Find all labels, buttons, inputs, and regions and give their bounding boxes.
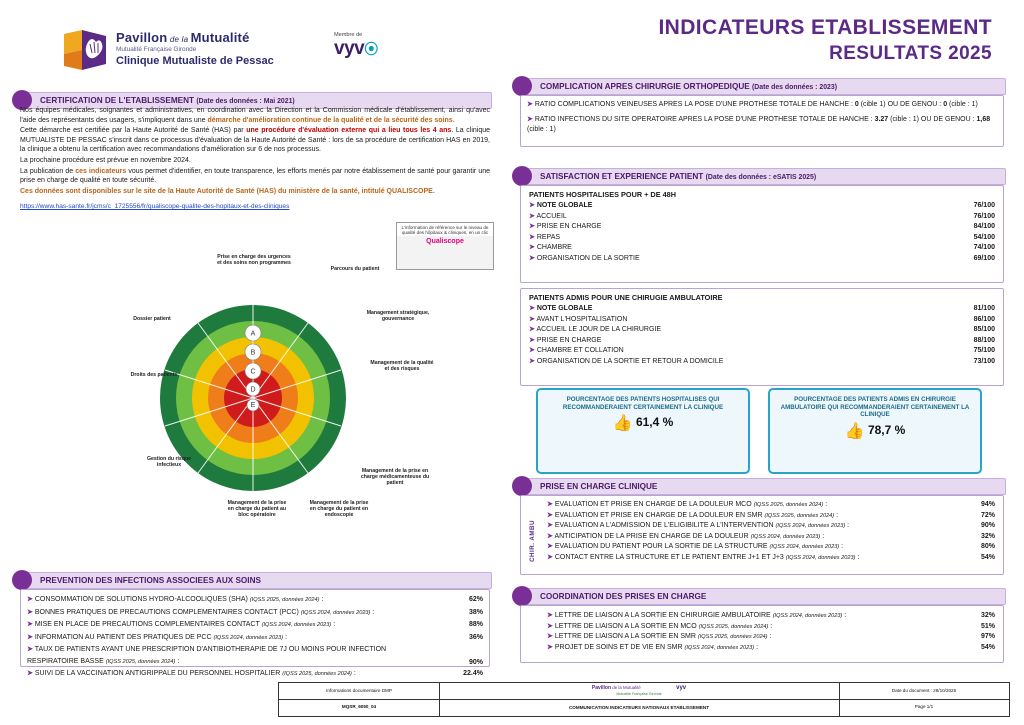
document-footer <box>278 682 1010 717</box>
brand-text <box>116 30 274 67</box>
wheel-label-6: Management de la prise en charge médicamenteuse du patient <box>360 468 430 487</box>
recommendation-value-ambulatoire: 👍 78,7 % <box>844 422 906 440</box>
recommendation-box-hospitalises <box>536 388 750 474</box>
list-item: ➤ ACCUEIL 76/100 <box>529 212 995 220</box>
list-item: ➤ ACCUEIL LE JOUR DE LA CHIRURGIE 85/100 <box>529 326 995 333</box>
svg-text:A: A <box>250 330 256 338</box>
list-item: ➤ MISE EN PLACE DE PRECAUTIONS COMPLEMENTAIRES CONTACT (IQSS 2024, données 2023) : 88% <box>27 621 483 628</box>
brand-title: Pavillon de la Mutualité <box>116 30 250 45</box>
section-title-certification: CERTIFICATION DE L'ETABLISSEMENT (Date des données : Mai 2021) <box>40 95 295 105</box>
list-item: ➤ CONSOMMATION DE SOLUTIONS HYDRO-ALCOOLIQUES (SHA) (IQSS 2025, données 2024) : 62% <box>27 596 483 603</box>
list-item: ➤ RATIO INFECTIONS DU SITE OPERATOIRE APRES LA POSE D'UNE PROTHESE TOTALE DE HANCHE : 3.27 (cible : 1) OU DE GENOU : 1,68 (cible : 1) <box>527 115 991 133</box>
list-item: ➤ PRISE EN CHARGE 84/100 <box>529 223 995 230</box>
wheel-label-7: Gestion du risque infectieux <box>146 456 192 469</box>
brand-logo <box>62 28 378 74</box>
list-item: ➤ ORGANISATION DE LA SORTIE 69/100 <box>529 254 995 262</box>
list-item: ➤ SUIVI DE LA VACCINATION ANTIGRIPPALE DU PERSONNEL HOSPITALIER (IQSS 2025, données 2024) : 22.4% <box>27 670 483 677</box>
list-item: ➤ CONTACT ENTRE LA STRUCTURE ET LE PATIENT ENTRE J+1 ET J+3 (IQSS 2024, données 2023) : 54% <box>547 553 995 561</box>
bullet-icon <box>512 166 532 186</box>
list-item: ➤ LETTRE DE LIAISON A LA SORTIE EN SMR (IQSS 2025, données 2024) : 97% <box>547 633 995 640</box>
list-item: ➤ ANTICIPATION DE LA PRISE EN CHARGE DE LA DOULEUR (IQSS 2024, données 2023) : 32% <box>547 532 995 540</box>
section-header-prise-en-charge <box>520 478 1006 495</box>
certification-wheel-diagram <box>20 250 490 560</box>
qualiscope-badge-text: L'information de référence sur le niveau de qualité des hôpitaux & cliniques, en un clic <box>397 223 493 236</box>
satisfaction-hospitalises-panel <box>520 185 1004 283</box>
qualiscope-link[interactable]: https://www.has-sante.fr/jcms/c_1725556/fr/qualiscope-qualite-des-hopitaux-et-des-cliniques <box>20 203 290 211</box>
wheel-label-8: Management de la prise en charge du patient en endoscopie <box>309 500 369 519</box>
recommendation-box-ambulatoire <box>768 388 982 474</box>
list-item: ➤ EVALUATION A L'ADMISSION DE L'ELIGIBILITE A L'INTERVENTION (IQSS 2024, données 2023) : 90% <box>547 522 995 529</box>
page-title-line2: RESULTATS 2025 <box>829 43 992 64</box>
list-item: ➤ PRISE EN CHARGE 88/100 <box>529 336 995 344</box>
list-item: ➤ EVALUATION DU PATIENT POUR LA SORTIE DE LA STRUCTURE (IQSS 2024, données 2023) : 80% <box>547 543 995 550</box>
wheel-label-3: Management stratégique, gouvernance <box>366 310 430 323</box>
list-item: ➤ NOTE GLOBALE 81/100 <box>529 305 995 312</box>
list-item: ➤ ORGANISATION DE LA SORTIE ET RETOUR A DOMICILE 73/100 <box>529 357 995 365</box>
section-title-coordination: COORDINATION DES PRISES EN CHARGE <box>540 591 707 601</box>
section-title-satisfaction: SATISFACTION ET EXPERIENCE PATIENT (Date des données : eSATIS 2025) <box>540 171 817 181</box>
vyv-logo: vyv⦿ <box>334 38 378 59</box>
wheel-label-2: Dossier patient <box>133 316 171 322</box>
complication-panel <box>520 95 1004 147</box>
page-title <box>658 16 992 65</box>
thumbs-up-icon: 👍 <box>612 415 633 433</box>
wheel-label-9: Management de la prise en charge du patient au bloc opératoire <box>227 500 287 519</box>
footer-doc-code: MQSR_6050_04 <box>341 704 377 709</box>
coordination-panel <box>520 605 1004 663</box>
list-item: ➤ TAUX DE PATIENTS AYANT UNE PRESCRIPTION D'ANTIBIOTHERAPIE DE 7J OU MOINS POUR INFECTION RESPIRATOIRE BASSE (IQSS 2025, données 2024) : 90% <box>27 646 483 666</box>
wheel-label-0: Prise en charge des urgences et des soins non programmes <box>217 254 291 267</box>
brand-subtitle: Mutualité Française Gironde <box>116 46 197 53</box>
cert-paragraph-4: La publication de ces indicateurs vous permet d'identifier, en toute transparence, les efforts menés par notre établissement de santé pour garantir une prise en charge de qualité en toute sécurité. <box>20 167 490 185</box>
list-item: ➤ LETTRE DE LIAISON A LA SORTIE EN MCO (IQSS 2025, données 2024) : 51% <box>547 622 995 630</box>
cert-paragraph-3: La prochaine procédure est prévue en novembre 2024. <box>20 156 191 164</box>
footer-doc-title: COMMUNICATION INDICATEURS NATIONAUX ETABLISSEMENT <box>568 705 710 710</box>
svg-text:E: E <box>250 402 256 409</box>
bullet-icon <box>512 586 532 606</box>
section-title-prevention: PREVENTION DES INFECTIONS ASSOCIEES AUX SOINS <box>40 575 261 585</box>
member-block <box>334 32 424 60</box>
list-item: ➤ AVANT L'HOSPITALISATION 86/100 <box>529 315 995 323</box>
list-item: ➤ PROJET DE SOINS ET DE VIE EN SMR (IQSS 2024, données 2023) : 54% <box>547 643 995 651</box>
group-title-ambulatoire: PATIENTS ADMIS POUR UNE CHIRUGIE AMBULATOIRE <box>529 293 723 302</box>
thumbs-up-icon: 👍 <box>844 422 865 440</box>
svg-text:D: D <box>250 386 256 394</box>
recommendation-title-hospitalises: POURCENTAGE DES PATIENTS HOSPITALISES QUI RECOMMANDERAIENT CERTAINEMENT LA CLINIQUE <box>562 396 724 411</box>
section-header-complication <box>520 78 1006 95</box>
footer-page: Page 1/1 <box>914 704 934 709</box>
recommendation-value-hospitalises: 👍 61,4 % <box>612 415 674 433</box>
member-label: Membre de <box>334 32 363 38</box>
satisfaction-ambulatoire-panel <box>520 288 1004 386</box>
page-title-line1: INDICATEURS ETABLISSEMENT <box>658 16 992 39</box>
list-item: ➤ NOTE GLOBALE 76/100 <box>529 202 995 209</box>
cert-paragraph-5: Ces données sont disponibles sur le site de la Haute Autorité de Santé (HAS) du ministère de la santé, intitulé QUALISCOPE. <box>20 187 435 195</box>
section-title-complication: COMPLICATION APRES CHIRURGIE ORTHOPEDIQUE (Date des données : 2023) <box>540 81 837 91</box>
brand-clinic-name: Clinique Mutualiste de Pessac <box>116 55 274 67</box>
svg-text:C: C <box>250 368 256 376</box>
list-item: ➤ CHAMBRE ET COLLATION 75/100 <box>529 347 995 354</box>
list-item: ➤ BONNES PRATIQUES DE PRECAUTIONS COMPLEMENTAIRES CONTACT (PCC) (IQSS 2024, données 2023) : 38% <box>27 608 483 616</box>
footer-brand-sub: Mutualité Française Gironde <box>616 692 662 696</box>
side-label-chir-ambu: CHIR. AMBU <box>529 520 536 562</box>
list-item: ➤ EVALUATION ET PRISE EN CHARGE DE LA DOULEUR MCO (IQSS 2025, données 2024) : 94% <box>547 501 995 508</box>
section-title-prise-en-charge: PRISE EN CHARGE CLINIQUE <box>540 481 658 491</box>
prise-en-charge-panel <box>520 495 1004 575</box>
footer-brand: Pavillon de la Mutualité vyv <box>591 685 687 691</box>
bullet-icon <box>512 76 532 96</box>
list-item: ➤ CHAMBRE 74/100 <box>529 244 995 251</box>
svg-text:B: B <box>250 349 256 357</box>
list-item: ➤ INFORMATION AU PATIENT DES PRATIQUES DE PCC (IQSS 2024, données 2023) : 36% <box>27 633 483 641</box>
section-header-satisfaction <box>520 168 1006 185</box>
list-item: ➤ EVALUATION ET PRISE EN CHARGE DE LA DOULEUR EN SMR (IQSS 2025, données 2024) : 72% <box>547 511 995 519</box>
list-item: ➤ LETTRE DE LIAISON A LA SORTIE EN CHIRURGIE AMBULATOIRE (IQSS 2024, données 2023) : 32% <box>547 612 995 619</box>
list-item: ➤ RATIO COMPLICATIONS VEINEUSES APRES LA POSE D'UNE PROTHESE TOTALE DE HANCHE : 0 (cible 1) OU DE GENOU : 0 (cible : 1) <box>527 101 978 108</box>
section-header-prevention <box>20 572 492 589</box>
wheel-label-1: Parcours du patient <box>330 266 380 272</box>
wheel-label-5: Droits des patients <box>130 372 178 378</box>
section-header-coordination <box>520 588 1006 605</box>
footer-date: Date du document : 28/10/2025 <box>891 688 957 693</box>
group-title-hospitalises: PATIENTS HOSPITALISES POUR + DE 48H <box>529 190 676 199</box>
list-item: ➤ REPAS 54/100 <box>529 233 995 241</box>
bullet-icon <box>12 570 32 590</box>
wheel-label-4: Management de la qualité et des risques <box>370 360 434 373</box>
recommendation-title-ambulatoire: POURCENTAGE DES PATIENTS ADMIS EN CHIRURGIE AMBULATOIRE QUI RECOMMANDERAIENT CERTAINEMENT LA CLINIQUE <box>780 396 970 419</box>
cert-paragraph-2: Cette démarche est certifiée par la Haute Autorité de Santé (HAS) par une procédure d'évaluation externe qui a lieu tous les 4 ans. La clinique MUTUALISTE DE PESSAC s'inscrit dans ce processus d'évaluation de la Haute Autorité de Santé : lors de sa procédure de certification HAS en 2019, la clinique a obtenu la certification avec recommandations d'amélioration sur 6 de nos processus. <box>20 127 491 154</box>
qualiscope-badge-brand: Qualiscope <box>426 237 464 245</box>
footer-doc-info: Informations documentaire DMP <box>326 688 392 693</box>
bullet-icon <box>512 476 532 496</box>
prevention-panel <box>20 589 490 677</box>
logo-icon <box>62 28 108 72</box>
cert-paragraph-1: Nos équipes médicales, soignantes et administratives, en coordination avec la Direction et la Commission médicale d'établissement, ainsi qu'avec l'aide des représentants des usagers, s'impliquent dans une démarche d'amélioration continue de la qualité et de la sécurité des soins. <box>20 107 490 124</box>
